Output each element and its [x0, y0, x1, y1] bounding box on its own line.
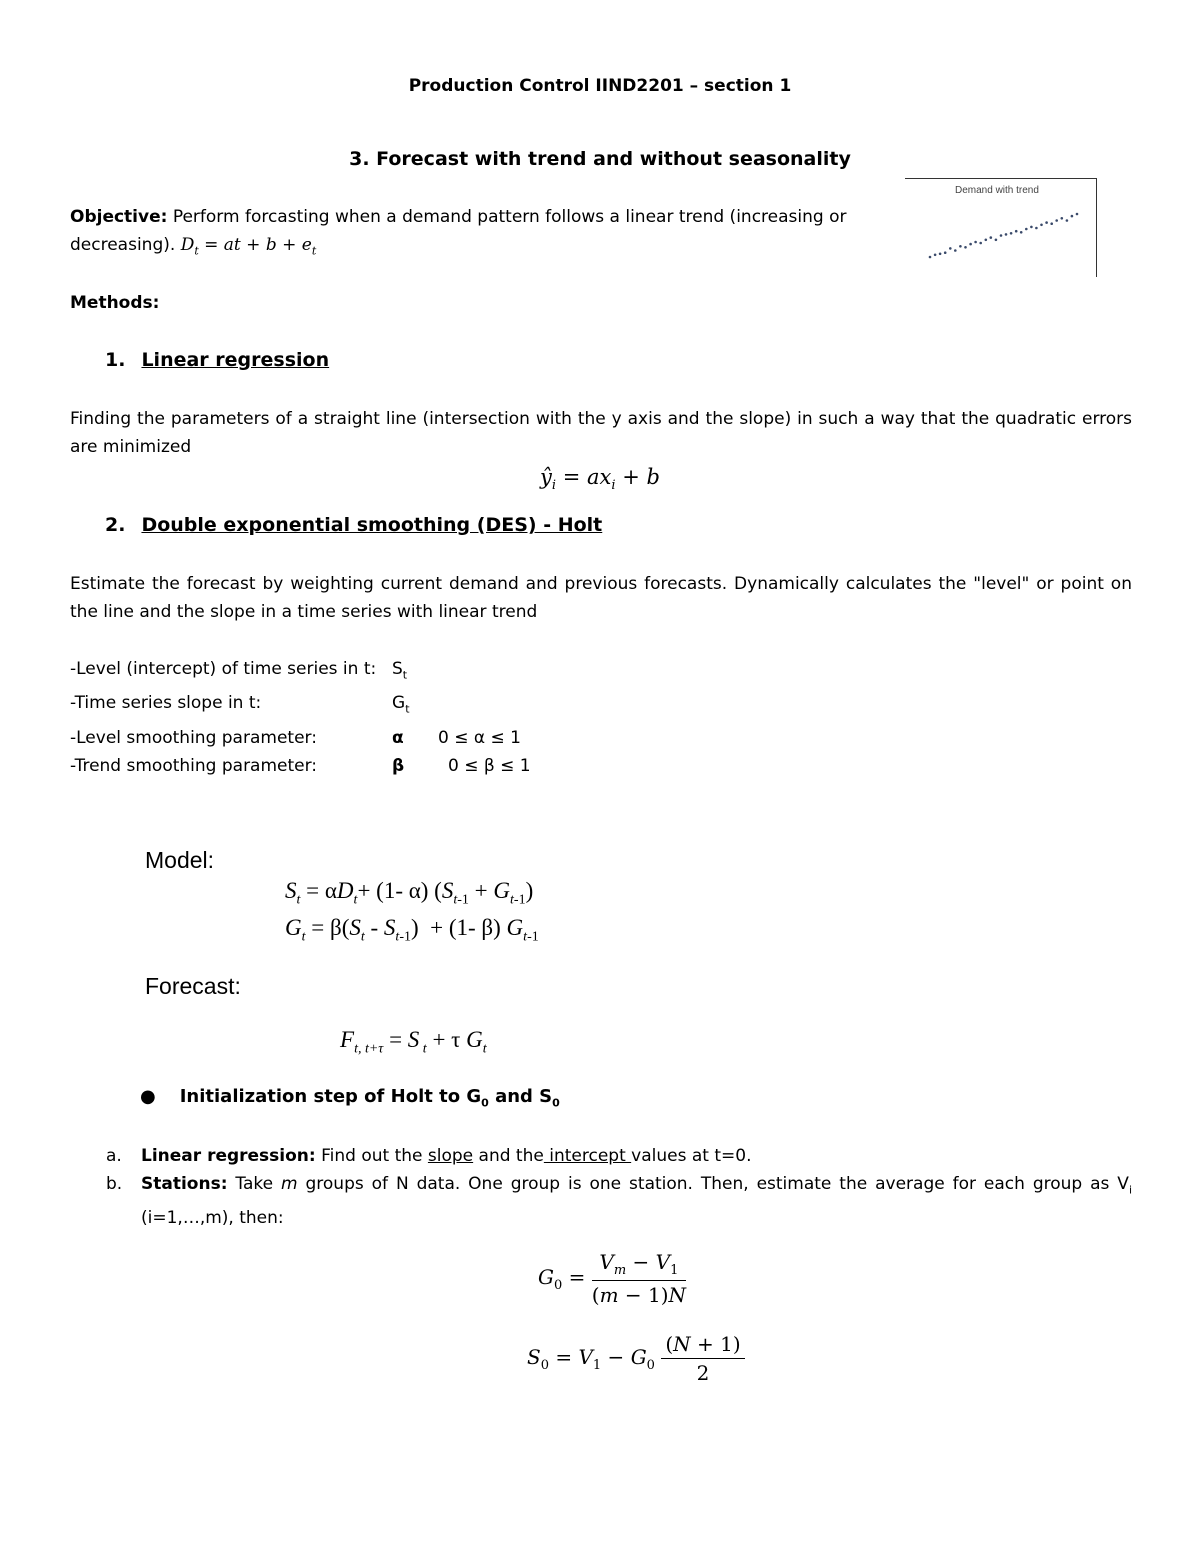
trend-point — [969, 243, 972, 246]
initialization-bullet: ● Initialization step of Holt to $G_0$ and $S_0$ — [140, 1086, 560, 1110]
definition-row — [70, 655, 531, 689]
trend-point — [1005, 233, 1008, 236]
definition-range: 0 ≤ α ≤ 1 — [438, 727, 521, 748]
model-level-equation: $S_t = \alpha D_t+ (1-$ α) $(S_{t-1} + G_{t-1})$ — [285, 878, 534, 908]
definition-range — [438, 655, 531, 689]
model-label: Model: — [145, 847, 215, 873]
list-item — [106, 1142, 1132, 1170]
definition-symbol: $S_t$ — [392, 659, 408, 682]
section2-text: Estimate the forecast by weighting current demand and previous forecasts. Dynamically calculates the "level" or point on the line and the slope in a time series with linear trend — [70, 574, 1132, 622]
list-item — [106, 1170, 1132, 1232]
objective-paragraph — [70, 203, 900, 265]
objective-text-line1: Perform forcasting when a demand pattern follows a linear trend (increasing or — [167, 207, 847, 227]
definition-range — [438, 689, 531, 723]
definition-row — [70, 689, 531, 723]
forecast-label: Forecast: — [145, 973, 241, 999]
s0-formula: $S_0 = V_1 - G_0$ $\frac{(N + 1)}{2}$ — [527, 1332, 745, 1385]
chart-plot — [905, 179, 1096, 277]
list-item-label: Linear regression: — [141, 1146, 316, 1166]
definition-symbol: α — [392, 727, 404, 748]
trend-point — [1050, 222, 1053, 225]
trend-point — [1010, 232, 1013, 235]
trend-point — [944, 251, 947, 254]
trend-point — [1025, 228, 1028, 231]
trend-point — [949, 247, 952, 250]
trend-point — [959, 245, 962, 248]
list-marker: b. — [106, 1174, 123, 1194]
objective-formula: $D_t$ = at + $b + e_t$ — [180, 235, 317, 258]
list-marker: a. — [106, 1146, 122, 1166]
g0-formula: $G_0$ = $\frac{V_m - V_1}{(m - 1)N}$ — [538, 1250, 687, 1307]
section2-title: Double exponential smoothing (DES) - Holt — [141, 514, 603, 536]
definition-label: -Trend smoothing parameter: — [70, 755, 318, 776]
trend-point — [1020, 231, 1023, 234]
trend-point — [990, 236, 993, 239]
section1-number: 1. — [105, 349, 126, 371]
trend-point — [1040, 224, 1043, 227]
trend-point — [1076, 213, 1079, 216]
definition-label: -Level smoothing parameter: — [70, 727, 317, 748]
trend-point — [1035, 227, 1038, 230]
parameter-definitions — [70, 655, 531, 780]
list-item-label: Stations: — [141, 1174, 228, 1194]
list-item-text: Stations: Take m groups of N data. One group is one station. Then, estimate the average for each group as $V_i$ (i=1,…,m), then: — [141, 1174, 1132, 1229]
regression-formula: $ŷ_i = ax_i + b$ — [540, 465, 660, 494]
trend-point — [985, 239, 988, 242]
chart-title: Demand with trend — [955, 185, 1039, 196]
definition-symbol: β — [392, 755, 405, 776]
definition-label: -Time series slope in t: — [70, 693, 262, 714]
trend-point — [1045, 221, 1048, 224]
methods-label: Methods: — [70, 293, 160, 313]
model-trend-equation: $G_t = \beta(S_t - S_{t-1}) + (1-$ β) $G_{t-1}$ — [285, 915, 539, 945]
definition-row — [70, 724, 531, 752]
trend-point — [939, 253, 942, 256]
objective-text-line2: decreasing). — [70, 235, 176, 255]
trend-point — [1030, 226, 1033, 229]
document-header: Production Control IIND2201 – section 1 — [408, 76, 792, 96]
trend-point — [974, 241, 977, 244]
trend-point — [964, 246, 967, 249]
forecast-equation: $F_{t, t+\tau} = S$ $_t$ + τ $G_t$ — [340, 1027, 487, 1057]
trend-point — [1061, 217, 1064, 220]
list-item-text: Find out the slope and the intercept values at t=0. — [321, 1146, 752, 1166]
trend-point — [929, 256, 932, 259]
trend-point — [1055, 219, 1058, 222]
definition-label: -Level (intercept) of time series in t: — [70, 659, 377, 679]
trend-point — [1015, 230, 1018, 233]
definition-row — [70, 752, 531, 780]
trend-point — [995, 239, 998, 242]
trend-point — [954, 249, 957, 252]
section1-text: Finding the parameters of a straight line (intersection with the y axis and the slope) in such a way that the quadratic errors are minimized — [70, 409, 1132, 457]
trend-point — [1066, 219, 1069, 222]
trend-point — [934, 254, 937, 257]
section1-title: Linear regression — [141, 349, 330, 371]
section1-heading — [105, 346, 329, 374]
objective-label: Objective: — [70, 207, 168, 227]
definition-symbol: $G_t$ — [392, 693, 410, 716]
trend-point — [979, 242, 982, 245]
trend-point — [1000, 234, 1003, 237]
trend-point — [1071, 215, 1074, 218]
section2-heading — [105, 511, 602, 539]
document-title: 3. Forecast with trend and without seasonality — [349, 148, 851, 170]
demand-trend-chart — [905, 178, 1097, 277]
initialization-text: Initialization step of Holt to $G_0$ and $S_0$ — [179, 1086, 560, 1110]
section2-number: 2. — [105, 514, 126, 536]
definition-range: 0 ≤ β ≤ 1 — [448, 755, 531, 776]
